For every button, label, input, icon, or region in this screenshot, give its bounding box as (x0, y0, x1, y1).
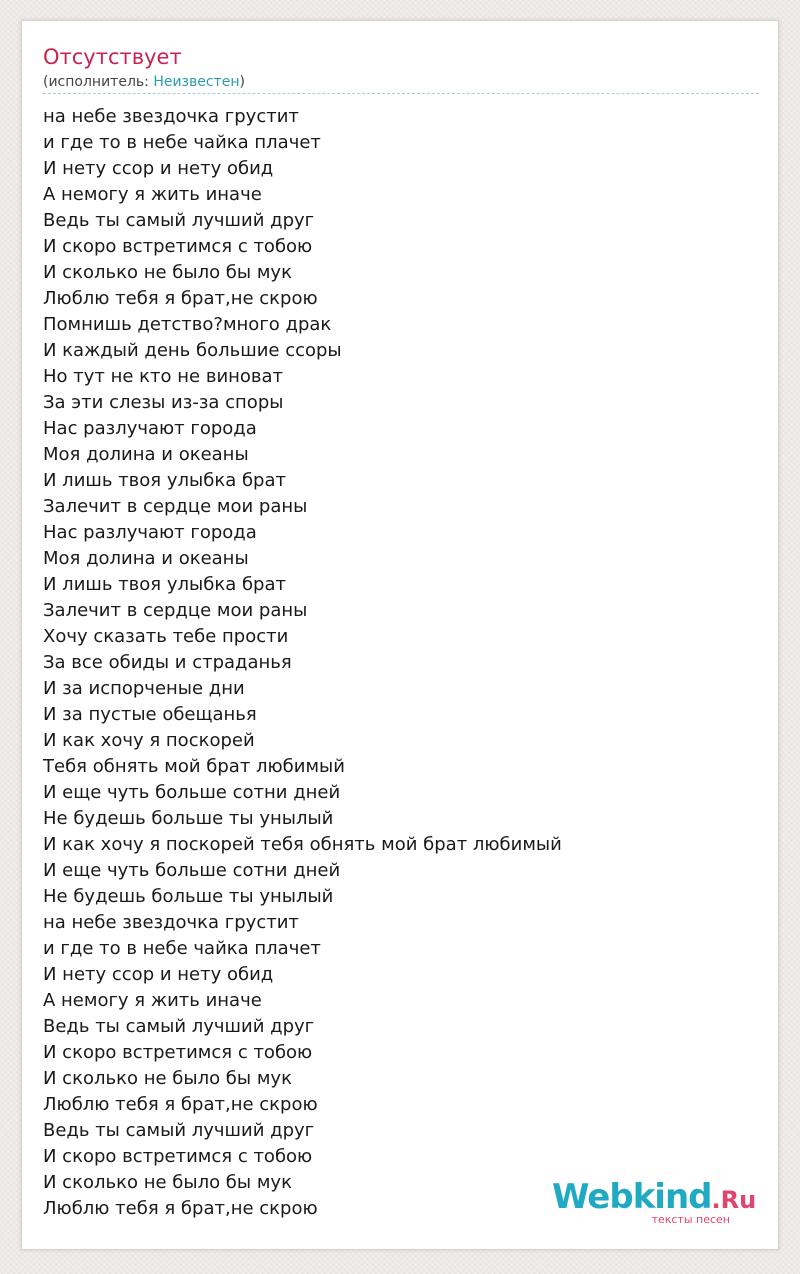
lyric-line: И еще чуть больше сотни дней (43, 782, 341, 803)
lyric-line: Залечит в сердце мои раны (43, 496, 308, 517)
lyric-line: И нету ссор и нету обид (43, 158, 274, 179)
lyric-line: И как хочу я поскорей тебя обнять мой брат любимый (43, 834, 562, 855)
artist-line (43, 73, 245, 91)
watermark-tagline: тексты песен (651, 1213, 730, 1226)
lyric-line: и где то в небе чайка плачет (43, 132, 321, 153)
lyric-line: И сколько не было бы мук (43, 262, 292, 283)
lyric-line: И еще чуть больше сотни дней (43, 860, 341, 881)
lyric-line: Люблю тебя я брат,не скрою (43, 1198, 318, 1219)
lyric-line: И сколько не было бы мук (43, 1172, 292, 1193)
lyric-line: Ведь ты самый лучший друг (43, 1120, 315, 1141)
lyric-line: И лишь твоя улыбка брат (43, 470, 286, 491)
lyric-line: И скоро встретимся с тобою (43, 236, 313, 257)
title-divider (43, 93, 759, 94)
lyric-line: на небе звездочка грустит (43, 106, 299, 127)
lyric-line: И как хочу я поскорей (43, 730, 255, 751)
watermark-brand-name: Webkind (552, 1177, 712, 1217)
lyric-line: И нету ссор и нету обид (43, 964, 274, 985)
lyric-line: И за пустые обещанья (43, 704, 257, 725)
artist-suffix: ) (239, 74, 245, 90)
lyric-line: Ведь ты самый лучший друг (43, 1016, 315, 1037)
lyric-line: Люблю тебя я брат,не скрою (43, 1094, 318, 1115)
site-watermark-logo (552, 1177, 757, 1226)
lyric-line: Помнишь детство?много драк (43, 314, 332, 335)
lyric-line: Моя долина и океаны (43, 444, 249, 465)
lyric-line: Не будешь больше ты унылый (43, 808, 334, 829)
lyric-line: И сколько не было бы мук (43, 1068, 292, 1089)
lyric-line: и где то в небе чайка плачет (43, 938, 321, 959)
lyric-line: Не будешь больше ты унылый (43, 886, 334, 907)
artist-link[interactable]: Неизвестен (153, 74, 240, 90)
lyric-line: Нас разлучают города (43, 418, 257, 439)
lyric-line: Но тут не кто не виноват (43, 366, 284, 387)
lyric-line: Моя долина и океаны (43, 548, 249, 569)
lyric-line: И за испорченые дни (43, 678, 245, 699)
watermark-tld: .Ru (711, 1186, 757, 1214)
lyric-line: И каждый день большие ссоры (43, 340, 342, 361)
lyric-line: А немогу я жить иначе (43, 184, 262, 205)
lyrics-card (21, 20, 779, 1250)
lyric-line: Хочу сказать тебе прости (43, 626, 289, 647)
lyric-line: И скоро встретимся с тобою (43, 1042, 313, 1063)
lyric-line: За все обиды и страданья (43, 652, 292, 673)
lyric-line: За эти слезы из-за споры (43, 392, 284, 413)
artist-prefix: (исполнитель: (43, 74, 154, 90)
lyric-line: Ведь ты самый лучший друг (43, 210, 315, 231)
lyric-line: Залечит в сердце мои раны (43, 600, 308, 621)
lyrics-text (43, 104, 562, 1222)
lyric-line: И лишь твоя улыбка брат (43, 574, 286, 595)
song-title: Отсутствует (43, 45, 182, 69)
lyric-line: А немогу я жить иначе (43, 990, 262, 1011)
lyric-line: Тебя обнять мой брат любимый (43, 756, 345, 777)
lyric-line: Люблю тебя я брат,не скрою (43, 288, 318, 309)
lyric-line: на небе звездочка грустит (43, 912, 299, 933)
lyric-line: Нас разлучают города (43, 522, 257, 543)
lyric-line: И скоро встретимся с тобою (43, 1146, 313, 1167)
